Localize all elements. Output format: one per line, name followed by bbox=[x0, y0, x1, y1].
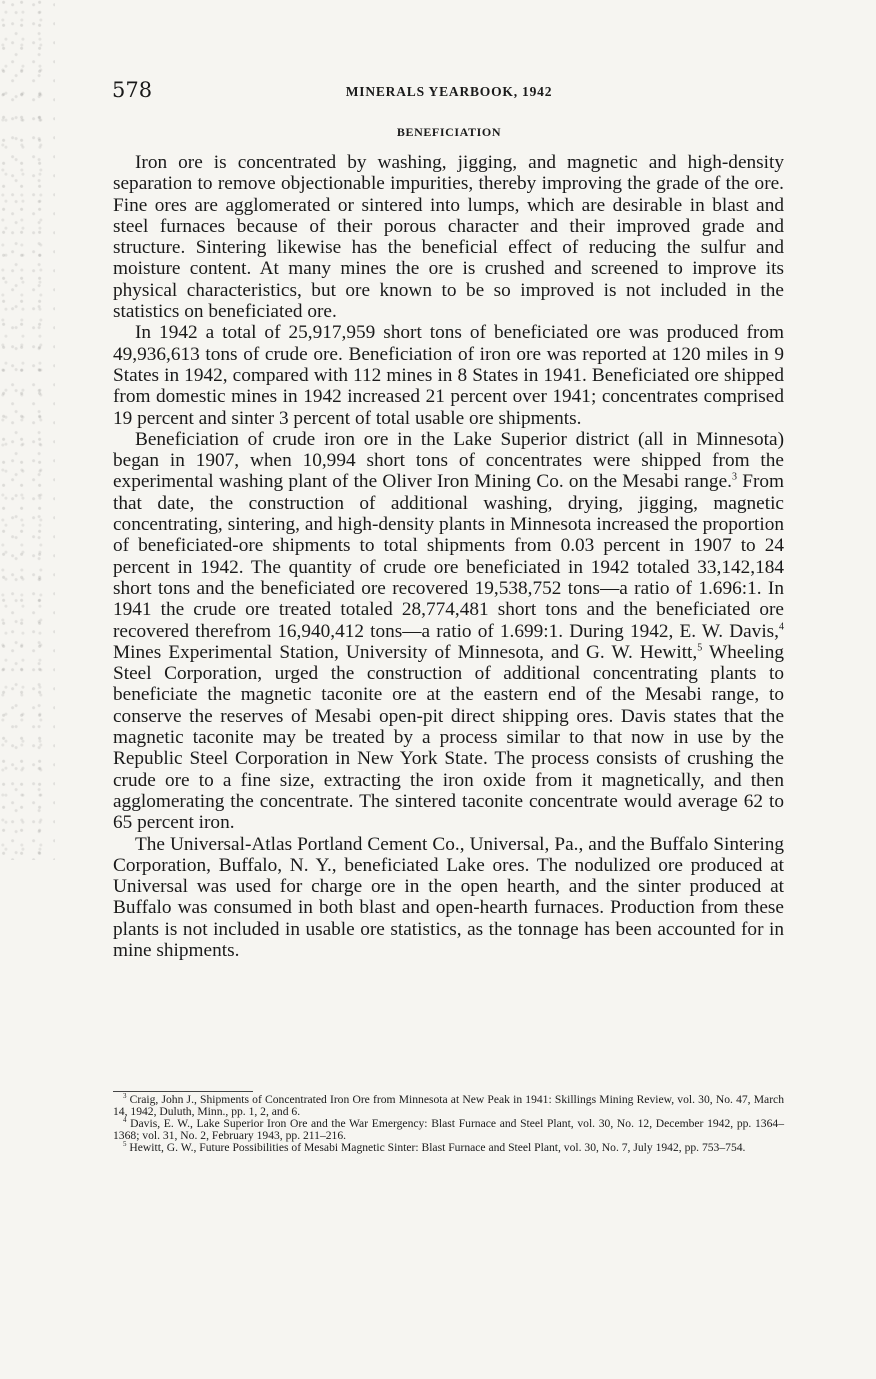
footnote bbox=[113, 1118, 784, 1142]
footnote-text: Hewitt, G. W., Future Possibilities of Mesabi Magnetic Sinter: Blast Furnace and Steel Plant, vol. 30, No. 7, July 1942, pp. 753–754. bbox=[126, 1141, 746, 1155]
running-title: MINERALS YEARBOOK, 1942 bbox=[345, 84, 553, 99]
paragraph bbox=[113, 834, 784, 962]
body-text bbox=[113, 152, 784, 961]
footnotes bbox=[113, 1094, 784, 1154]
footnote bbox=[113, 1142, 784, 1154]
footnote-text: Davis, E. W., Lake Superior Iron Ore and the War Emergency: Blast Furnace and Steel Plant, vol. 30, No. 12, December 1942, pp. 1364–1368; vol. 31, No. 2, February 1943, pp. 211–216. bbox=[113, 1117, 784, 1143]
paragraph-text: Wheeling Steel Corporation, urged the construction of additional concentrating plants to beneficiate the magnetic taconite ore at the eastern end of the Mesabi range, to conserve the reserves of Mesabi open-pit direct shipping ores. Davis states that the magnetic taconite may be treated by a process similar to that now in use by the Republic Steel Corporation in New York State. The process consists of crushing the crude ore to a fine size, extracting the iron oxide from it magnetically, and then agglomerating the concentrate. The sintered taconite concentrate would average 62 to 65 percent iron. bbox=[113, 641, 784, 834]
section-heading: BENEFICIATION bbox=[396, 125, 502, 139]
footnote-rule bbox=[113, 1091, 253, 1092]
paragraph-text: Beneficiation of crude iron ore in the Lake Superior district (all in Minnesota) began in 1907, when 10,994 short tons of concentrates were shipped from the experimental washing plant of the Oliver Iron Mining Co. on the Mesabi range. bbox=[113, 428, 784, 493]
paragraph-text: The Universal-Atlas Portland Cement Co., Universal, Pa., and the Buffalo Sintering Corporation, Buffalo, N. Y., beneficiated Lake ores. The nodulized ore produced at Universal was used for charge ore in the open hearth, and the sinter produced at Buffalo was consumed in both blast and open-hearth furnaces. Production from these plants is not included in usable ore statistics, as the tonnage has been accounted for in mine shipments. bbox=[113, 833, 784, 961]
paragraph bbox=[113, 429, 784, 834]
page-header bbox=[112, 78, 786, 108]
footnote-reference: 5 bbox=[697, 642, 703, 654]
footnote-mark: 4 bbox=[123, 1116, 127, 1125]
paragraph bbox=[113, 152, 784, 322]
paragraph-text: Iron ore is concentrated by washing, jigging, and magnetic and high-density separation to remove objectionable impurities, thereby improving the grade of the ore. Fine ores are agglomerated or sintered into lumps, which are desirable in blast and steel furnaces because of their porous character and their improved grade and structure. Sintering likewise has the beneficial effect of reducing the sulfur and moisture content. At many mines the ore is crushed and screened to improve its physical characteristics, but ore known to be so improved is not included in the statistics on beneficiated ore. bbox=[113, 152, 784, 323]
paragraph-text: In 1942 a total of 25,917,959 short tons of beneficiated ore was produced from 49,936,613 tons of crude ore. Beneficiation of iron ore was reported at 120 miles in 9 States in 1942, compared with 112 mines in 8 States in 1941. Beneficiated ore shipped from domestic mines in 1942 increased 21 percent over 1941; concentrates comprised 19 percent and sinter 3 percent of total usable ore shipments. bbox=[113, 322, 784, 429]
footnote-reference: 4 bbox=[779, 621, 784, 633]
footnote bbox=[113, 1094, 784, 1118]
paragraph-text: From that date, the construction of additional washing, drying, jigging, magnetic concentrating, sintering, and high-density plants in Minnesota increased the proportion of beneficiated-ore shipments to total shipments from 0.03 percent in 1907 to 24 percent in 1942. The quantity of crude ore beneficiated in 1942 totaled 33,142,184 short tons and the beneficiated ore recovered 19,538,752 tons—a ratio of 1.696:1. In 1941 the crude ore treated totaled 28,774,481 short tons and the beneficiated ore recovered therefrom 16,940,412 tons—a ratio of 1.699:1. During 1942, E. W. Davis, bbox=[113, 471, 784, 642]
paragraph-text: Mines Experimental Station, University of Minnesota, and G. W. Hewitt, bbox=[113, 641, 698, 663]
page-number: 578 bbox=[112, 78, 153, 102]
footnote-mark: 5 bbox=[123, 1140, 127, 1149]
scan-edge-noise bbox=[0, 0, 55, 860]
paragraph bbox=[113, 322, 784, 428]
footnote-reference: 3 bbox=[731, 472, 737, 484]
footnote-mark: 3 bbox=[123, 1092, 127, 1101]
footnote-text: Craig, John J., Shipments of Concentrated Iron Ore from Minnesota at New Peak in 1941: Skillings Mining Review, vol. 30, No. 47, March 14, 1942, Duluth, Minn., pp. 1, 2, and 6. bbox=[113, 1093, 784, 1119]
